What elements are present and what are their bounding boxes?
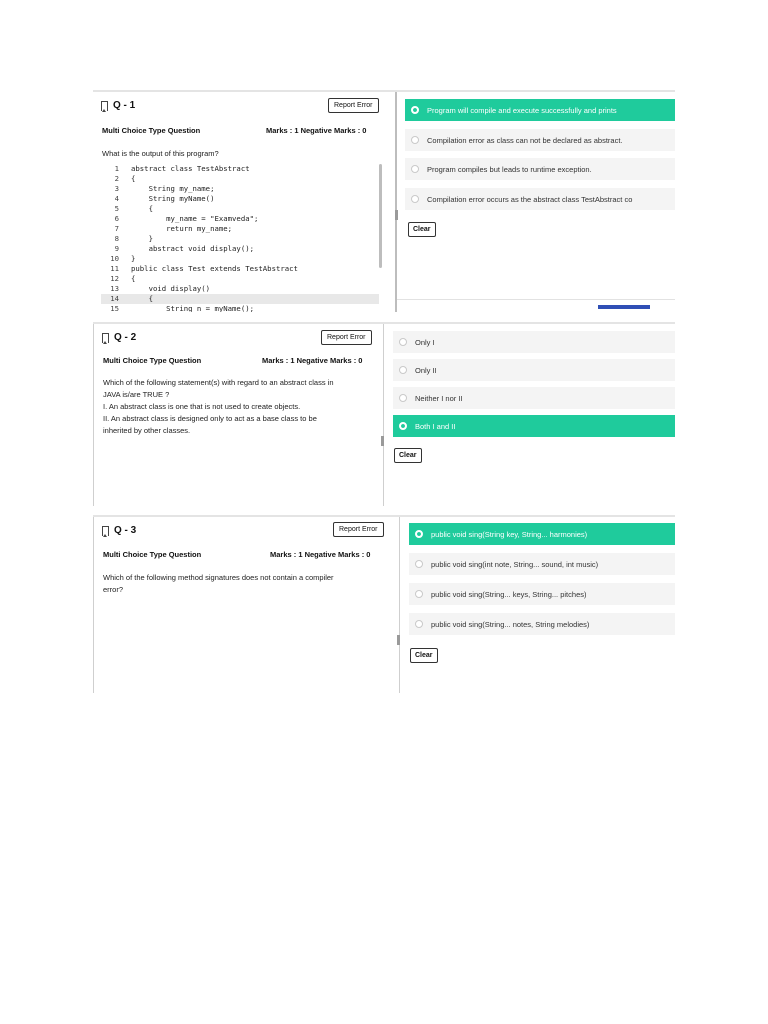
option-label: public void sing(int note, String... sound, int music) [431,559,599,569]
code-line: 9 abstract void display(); [114,244,255,253]
question-card-1 [93,90,675,312]
question-number: Q - 1 [113,100,136,111]
code-line: 8 } [114,234,153,243]
option-2[interactable] [409,553,675,575]
option-label: Both I and II [415,421,456,431]
option-label: public void sing(String key, String... harmonies) [431,529,588,539]
option-2[interactable] [405,129,675,151]
question-card-2 [93,322,675,506]
question-text [103,377,334,437]
submit-bar[interactable] [598,305,650,309]
bookmark-icon[interactable] [101,101,108,111]
question-title [101,100,135,111]
code-line: 5 { [114,204,153,213]
resize-handle[interactable] [395,210,398,220]
code-line: 6 my_name = "Examveda"; [114,214,259,223]
question-text-line: JAVA is/are TRUE ? [103,390,170,399]
option-3[interactable] [409,583,675,605]
code-block [101,164,379,312]
card-left-border [93,517,94,693]
option-label: public void sing(String... notes, String melodies) [431,619,590,629]
report-error-button[interactable]: Report Error [328,98,379,113]
radio-icon[interactable] [399,394,407,402]
question-number: Q - 3 [114,525,137,536]
question-text-line: II. An abstract class is designed only to act as a base class to be [103,414,317,423]
option-label: Only I [415,337,435,347]
question-text [103,572,334,596]
code-line: 13 void display() [110,284,211,293]
option-label: Program will compile and execute successfully and prints [427,105,617,115]
option-4[interactable] [393,415,675,437]
code-line: 2 { [114,174,136,183]
option-3[interactable] [405,158,675,180]
code-line: 7 return my_name; [114,224,233,233]
radio-icon[interactable] [415,560,423,568]
radio-icon[interactable] [415,620,423,628]
question-text-line: Which of the following method signatures does not contain a compiler [103,573,334,582]
code-line: 4 String myName() [114,194,215,203]
question-type: Multi Choice Type Question [103,550,202,559]
code-line-active: 14 { [101,294,379,304]
pane-divider [399,517,400,693]
question-title [102,332,136,343]
radio-icon[interactable] [415,590,423,598]
clear-button[interactable]: Clear [408,222,436,237]
marks-info: Marks : 1 Negative Marks : 0 [262,356,363,365]
bookmark-icon[interactable] [102,333,109,343]
marks-info: Marks : 1 Negative Marks : 0 [266,126,367,135]
radio-icon[interactable] [411,165,419,173]
pane-divider [395,92,397,312]
option-4[interactable] [405,188,675,210]
option-2[interactable] [393,359,675,381]
question-text-line: I. An abstract class is one that is not used to create objects. [103,402,301,411]
question-type: Multi Choice Type Question [102,126,201,135]
radio-icon[interactable] [399,366,407,374]
option-1[interactable] [393,331,675,353]
marks-info: Marks : 1 Negative Marks : 0 [270,550,371,559]
code-line: 12 { [110,274,136,283]
radio-icon[interactable] [411,136,419,144]
question-number: Q - 2 [114,332,137,343]
pane-divider [383,324,384,506]
report-error-button[interactable]: Report Error [333,522,384,537]
code-line: 15 String n = myName(); [110,304,255,312]
clear-button[interactable]: Clear [394,448,422,463]
clear-button[interactable]: Clear [410,648,438,663]
resize-handle[interactable] [397,635,400,645]
question-text-line: inherited by other classes. [103,426,191,435]
footer-divider [397,299,675,300]
resize-handle[interactable] [381,436,384,446]
option-label: Only II [415,365,437,375]
card-left-border [93,324,94,506]
code-line: 10 } [110,254,136,263]
question-text-line: error? [103,585,124,594]
option-label: public void sing(String... keys, String... pitches) [431,589,587,599]
radio-icon[interactable] [399,338,407,346]
radio-selected-icon[interactable] [399,422,407,430]
radio-icon[interactable] [411,195,419,203]
bookmark-icon[interactable] [102,526,109,536]
option-label: Compilation error as class can not be declared as abstract. [427,135,623,145]
question-text: What is the output of this program? [102,149,219,158]
option-label: Compilation error occurs as the abstract class TestAbstract co [427,194,633,204]
code-line: 1 abstract class TestAbstract [114,164,250,173]
option-3[interactable] [393,387,675,409]
option-1[interactable] [405,99,675,121]
code-line: 3 String my_name; [114,184,215,193]
code-scrollbar[interactable] [379,164,382,268]
option-1[interactable] [409,523,675,545]
question-card-3 [93,515,675,693]
option-label: Neither I nor II [415,393,463,403]
option-label: Program compiles but leads to runtime exception. [427,164,592,174]
option-4[interactable] [409,613,675,635]
question-text-line: Which of the following statement(s) with regard to an abstract class in [103,378,334,387]
question-type: Multi Choice Type Question [103,356,202,365]
radio-selected-icon[interactable] [415,530,423,538]
radio-selected-icon[interactable] [411,106,419,114]
code-line: 11 public class Test extends TestAbstract [110,264,298,273]
question-title [102,525,136,536]
report-error-button[interactable]: Report Error [321,330,372,345]
